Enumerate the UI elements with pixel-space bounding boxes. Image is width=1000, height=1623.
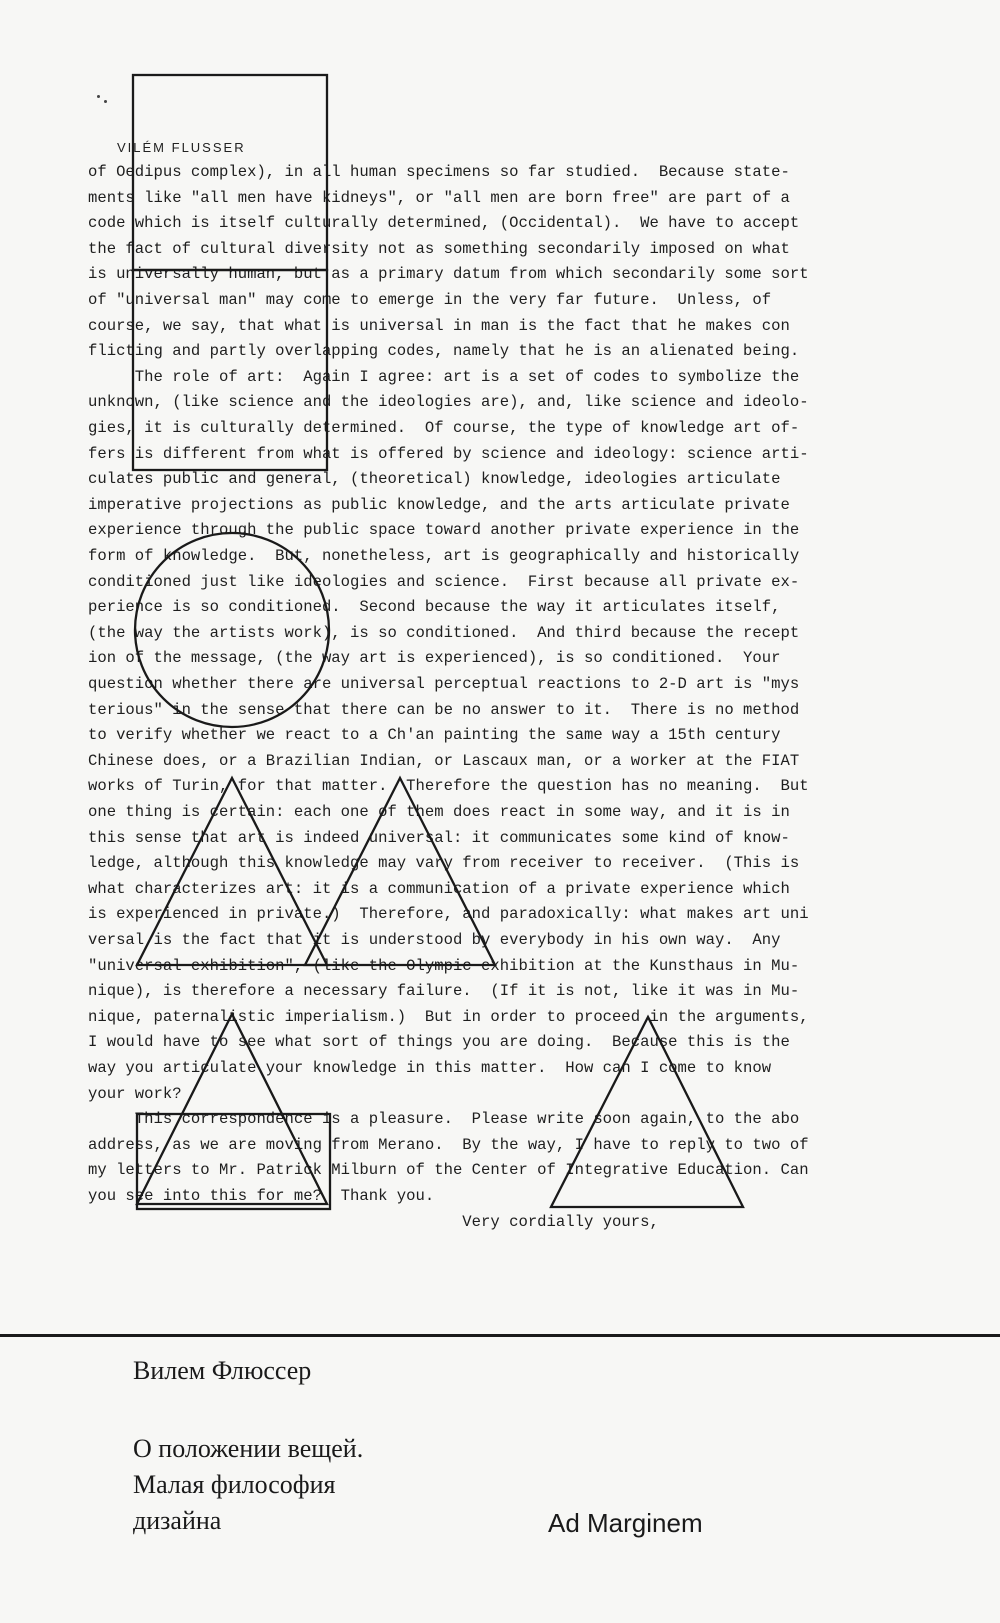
letter-line: This correspondence is a pleasure. Please write soon again, to the abo — [88, 1110, 800, 1129]
letter-line: perience is so conditioned. Second because the way it articulates itself, — [88, 598, 781, 617]
divider-line — [0, 1334, 1000, 1337]
letter-line: what characterizes art: it is a communication of a private experience which — [88, 879, 790, 898]
letter-line: my letters to Mr. Patrick Milburn of the Center of Integrative Education. Can — [88, 1161, 809, 1180]
letter-line: this sense that art is indeed universal: it communicates some kind of know- — [88, 828, 790, 847]
letter-line: is universally human, but as a primary datum from which secondarily some sort — [88, 265, 809, 284]
letter-line: "universal exhibition", (like the Olympic exhibition at the Kunsthaus in Mu- — [88, 956, 800, 975]
letter-line: is experienced in private.) Therefore, and paradoxically: what makes art uni — [88, 905, 809, 924]
letter-line: your work? — [88, 1084, 182, 1103]
letter-line: address, as we are moving from Merano. By the way, I have to reply to two of — [88, 1135, 809, 1154]
letter-line: nique), is therefore a necessary failure. (If it is not, like it was in Mu- — [88, 982, 800, 1001]
letter-line: (the way the artists work), is so conditioned. And third because the recept — [88, 623, 800, 642]
letter-line: course, we say, that what is universal in man is the fact that he makes con — [88, 316, 790, 335]
ink-speck — [97, 95, 100, 98]
letter-line: experience through the public space toward another private experience in the — [88, 521, 800, 540]
letter-line: flicting and partly overlapping codes, namely that he is an alienated being. — [88, 342, 800, 361]
letter-line: nique, paternalistic imperialism.) But in order to proceed in the arguments, — [88, 1007, 809, 1026]
letter-line: question whether there are universal perceptual reactions to 2-D art is "mys — [88, 675, 800, 693]
letterhead-name: VILÉM FLUSSER — [117, 140, 246, 155]
letter-line: imperative projections as public knowledge, and the arts articulate private — [88, 495, 790, 514]
letter-line: I would have to see what sort of things you are doing. Because this is the — [88, 1033, 790, 1052]
letter-line: Chinese does, or a Brazilian Indian, or Lascaux man, or a worker at the FIAT — [88, 751, 800, 770]
letter-line: ion of the message, (the way art is experienced), is so conditioned. Your — [88, 649, 781, 668]
author-name: Вилем Флюссер — [133, 1356, 312, 1385]
letter-line: The role of art: Again I agree: art is a set of codes to symbolize the — [88, 367, 800, 386]
book-title-line-1: О положении вещей. — [133, 1434, 364, 1463]
letter-line: unknown, (like science and the ideologies are), and, like science and ideolo- — [88, 393, 809, 412]
letter-line: way you articulate your knowledge in this matter. How can I come to know — [88, 1059, 772, 1077]
letter-line: terious" in the sense that there can be no answer to it. There is no method — [88, 700, 800, 719]
letter-line: the fact of cultural diversity not as something secondarily imposed on what — [88, 239, 790, 258]
ink-speck — [104, 100, 107, 103]
book-title-line-2: Малая философия — [133, 1470, 336, 1499]
letter-line: culates public and general, (theoretical) knowledge, ideologies articulate — [88, 470, 781, 489]
letter-line: to verify whether we react to a Ch'an painting the same way a 15th century — [88, 726, 781, 745]
letter-line: form of knowledge. But, nonetheless, art is geographically and historically — [88, 547, 800, 565]
letter-line: of "universal man" may come to emerge in the very far future. Unless, of — [88, 291, 772, 309]
letter-line: code which is itself culturally determined, (Occidental). We have to accept — [88, 214, 800, 233]
letter-line: versal is the fact that it is understood by everybody in his own way. Any — [88, 931, 781, 949]
publisher-name: Ad Marginem — [548, 1508, 703, 1538]
letter-line: ments like "all men have kidneys", or "all men are born free" are part of a — [88, 188, 790, 207]
letter-line: gies, it is culturally determined. Of course, the type of knowledge art of- — [88, 419, 800, 437]
typewritten-letter — [80, 140, 960, 1260]
letter-line: you see into this for me? Thank you. — [88, 1187, 435, 1205]
letter-line: works of Turin, for that matter. Therefore the question has no meaning. But — [88, 777, 809, 796]
letter-line: of Oedipus complex), in all human specimens so far studied. Because state- — [88, 163, 790, 181]
letter-line: one thing is certain: each one of them does react in some way, and it is in — [88, 803, 790, 821]
letter-line: conditioned just like ideologies and science. First because all private ex- — [88, 572, 800, 591]
letter-line: fers is different from what is offered by science and ideology: science arti- — [88, 444, 809, 463]
letter-line: Very cordially yours, — [88, 1212, 659, 1231]
letter-line: ledge, although this knowledge may vary from receiver to receiver. (This is — [88, 854, 800, 873]
book-title-line-3: дизайна — [133, 1506, 222, 1535]
